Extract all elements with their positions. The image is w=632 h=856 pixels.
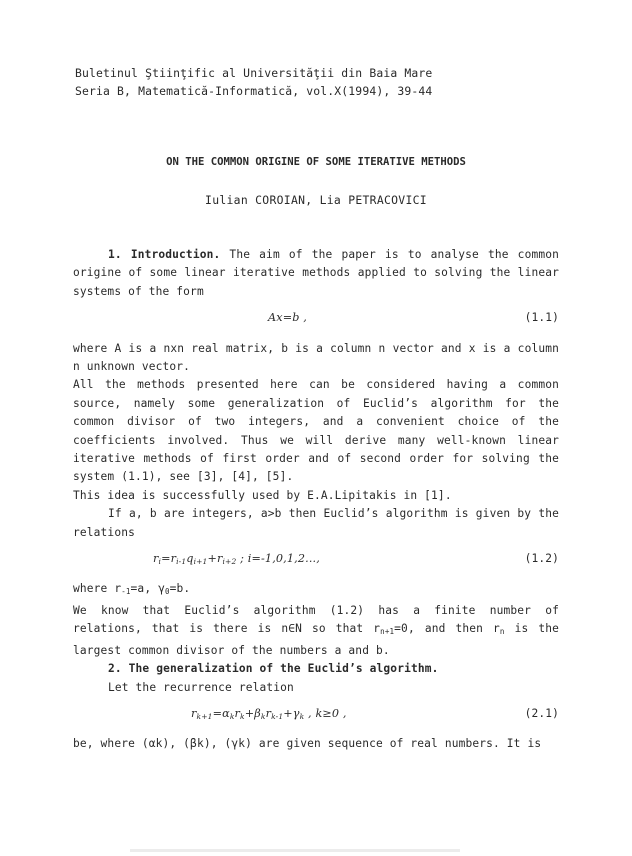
equation-2-1-number: (2.1) [524,706,559,720]
recurrence-intro: Let the recurrence relation [108,680,294,694]
where-paragraph-1: where A is a nxn real matrix, b is a column n vector and x is a column n unknown vector. [73,341,559,374]
journal-header [75,64,432,100]
equation-1-1 [73,309,559,327]
euclid-paragraph: If a, b are integers, a>b then Euclid’s algorithm is given by the relations [73,507,559,539]
equation-1-2-number: (1.2) [524,552,559,566]
paper-body [73,246,559,754]
finite-relations-paragraph: We know that Euclid’s algorithm (1.2) has a finite number of relations, that is there is n∈N so that $r_{n+1}=0$, and then $r_n$ is the largest common divisor of the numbers a and b. [73,603,559,657]
after-recurrence-text: be, where (αk), (βk), (γk) are given sequence of real numbers. It is [73,737,542,751]
intro-text: The aim of the paper is to analyse the common origine of some linear iterative methods applied to solving the linear systems of the form [73,248,559,298]
journal-name: Buletinul Ştiinţific al Universităţii din Baia Mare [75,66,433,80]
where-paragraph-2: where $r_{-1}=a$, $\gamma_0=b$. [73,582,191,597]
section-heading-generalization: 2. The generalization of the Euclid’s algorithm. [108,662,439,676]
equation-2-1-formula: $r_{k+1}=\alpha_kr_k+\beta_kr_{k-1}+\gamma_k$ , k≥0 , [191,706,347,721]
page-bottom-smudge [130,849,460,852]
section-heading-introduction: 1. Introduction. [108,248,221,261]
equation-2-1 [73,705,559,723]
paper-title: ON THE COMMON ORIGINE OF SOME ITERATIVE METHODS [166,156,466,168]
journal-series: Seria B, Matematică-Informatică, vol.X(1994), 39-44 [75,84,433,98]
equation-1-1-number: (1.1) [524,311,559,325]
lipitakis-paragraph: This idea is successfully used by E.A.Lipitakis in [1]. [73,488,452,502]
methods-paragraph: All the methods presented here can be considered having a common source, namely some generalization of Euclid’s algorithm for the common divisor of two integers, and a convenient choice of the coefficients involved. Thus we will derive many well-known linear iterative methods of first order and of second order for solving the system (1.1), see [3], [4], [5]. [73,378,559,484]
intro-paragraph [73,246,559,301]
paper-authors: Iulian COROIAN, Lia PETRACOVICI [205,193,427,207]
equation-1-2-formula: $r_i=r_{i-1}q_{i+1}+r_{i+2}$ ; i=-1,0,1,2..., [153,552,320,567]
equation-1-2 [73,550,559,568]
equation-1-1-formula: Ax=b , [268,311,307,325]
